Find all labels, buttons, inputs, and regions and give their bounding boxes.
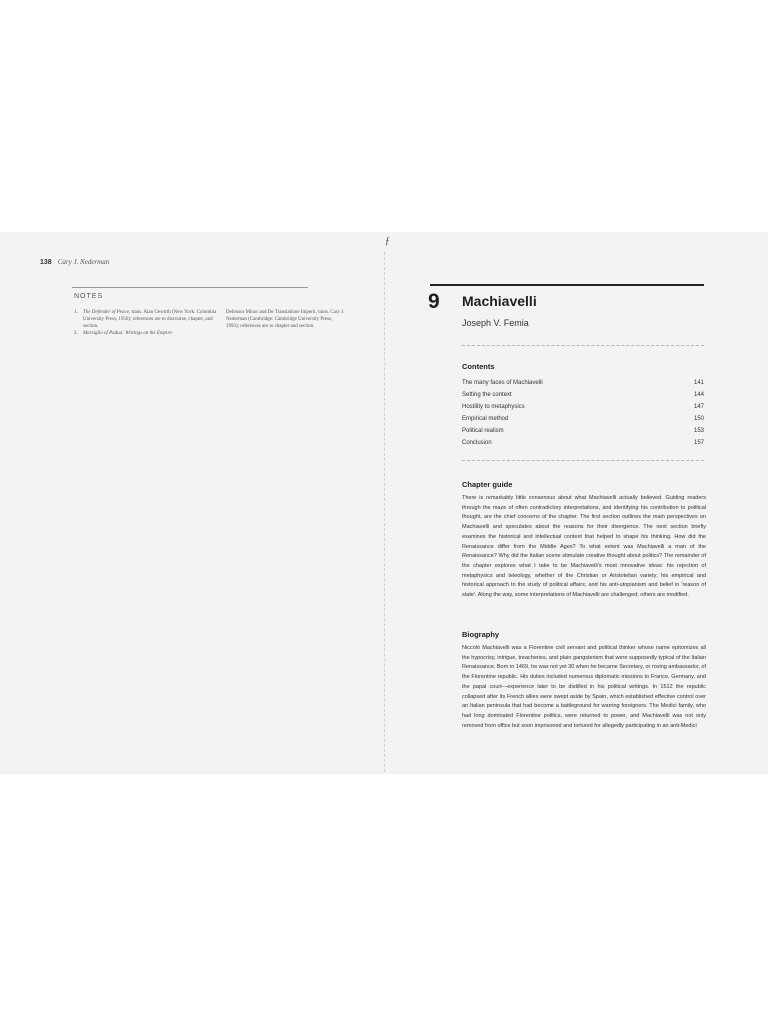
note-item	[74, 330, 220, 337]
divider	[462, 345, 704, 346]
page-number: 138	[40, 259, 52, 266]
note-number: 1.	[74, 310, 78, 315]
notes-rule	[72, 287, 308, 288]
contents-item-title: The many faces of Machiavelli	[462, 380, 543, 386]
book-spread	[0, 232, 768, 774]
note-title: The Defender of Peace,	[83, 310, 131, 315]
contents-item	[462, 401, 704, 413]
running-head	[40, 258, 109, 266]
contents-item-title: Hostility to metaphysics	[462, 404, 525, 410]
contents-item	[462, 413, 704, 425]
contents-item-page: 157	[693, 440, 704, 446]
contents-item-page: 144	[693, 392, 704, 398]
biography-text: Niccolò Machiavelli was a Florentine civil servant and political thinker whose name epitomizes all the hypocrisy, intrigue, treacheries, and plain gangsterism that were supposedly typical of the Italian Renaissance. Born in 1469, he was not yet 30 when he became Secretary, or roving ambassador, of the Florentine republic. His duties included numerous diplomatic missions to France, Germany, and the papal court—experience later to be distilled in his political writings. In 1512 the republic collapsed after its French allies were swept aside by Spain, which established effective control over an Italian peninsula that had become a battleground for warring foreigners. The Medici family, who had long dominated Florentine politics, were returned to power, and Machiavelli was not only removed from office but soon imprisoned and tortured for allegedly participating in an anti-Medici	[462, 645, 706, 729]
contents-item-page: 147	[693, 404, 704, 410]
chapter-guide-heading: Chapter guide	[462, 480, 513, 489]
contents-item-title: Empirical method	[462, 416, 509, 422]
chapter-title: Machiavelli	[462, 293, 537, 309]
chapter-number: 9	[428, 290, 440, 313]
note-text: trans. Alan Gewirth (New York: Columbia University Press, 1956); references are to discourse, chapter, and section.	[83, 310, 217, 329]
biography-heading: Biography	[462, 630, 500, 639]
note-text: Marsiglio of Padua: Writings on the Empire:	[83, 331, 174, 336]
notes-column-1	[74, 309, 220, 337]
contents-item-page: 150	[693, 416, 704, 422]
contents-item-title: Conclusion	[462, 440, 492, 446]
right-page	[384, 232, 768, 774]
chapter-author: Joseph V. Femia	[462, 318, 529, 328]
contents-item-page: 141	[693, 380, 704, 386]
note-item	[74, 309, 220, 330]
note-number: 2.	[74, 331, 78, 336]
notes-column-2	[226, 309, 346, 330]
left-page	[0, 232, 384, 774]
contents-item-title: Setting the context	[462, 392, 512, 398]
running-author: Cary J. Nederman	[57, 258, 110, 266]
chapter-guide-text: There is remarkably little consensus about what Machiavelli actually believed. Guiding readers through the maze of often contradictory interpretations, and identifying his contribution to political thought, are the chief concerns of the chapter. The first section outlines the main perspectives on Machiavelli and speculates about the reasons for their divergence. The next section briefly examines the historical and intellectual context that helped to shape his thinking. How did the Renaissance differ from the Middle Ages? To what extent was Machiavelli a man of the Renaissance? Why did the Italian scene stimulate creative thought about politics? The remainder of the chapter explores what I take to be Machiavelli's most innovative ideas: his rejection of metaphysics and teleology, whether of the Christian or Aristotelian variety; his empirical and historical approach to the study of political affairs; and his anti-utopianism and belief in 'reason of state'. Along the way, some interpretations of Machiavelli are challenged; others are modified.	[462, 495, 706, 599]
gutter-mark: ƒ	[385, 236, 390, 247]
contents-item	[462, 425, 704, 437]
divider	[462, 460, 704, 461]
contents-heading: Contents	[462, 362, 495, 371]
note-continuation: Defensor Minor and De Translatione Imperii, trans. Cary J. Nederman (Cambridge: Cambridge University Press, 1993); references are to chapter and section.	[226, 310, 345, 329]
contents-item	[462, 389, 704, 401]
notes-title: NOTES	[74, 293, 104, 300]
contents-item	[462, 437, 704, 449]
contents-item-page: 153	[693, 428, 704, 434]
contents-list	[462, 377, 704, 449]
contents-item-title: Political realism	[462, 428, 504, 434]
chapter-rule	[430, 284, 704, 286]
contents-item	[462, 377, 704, 389]
